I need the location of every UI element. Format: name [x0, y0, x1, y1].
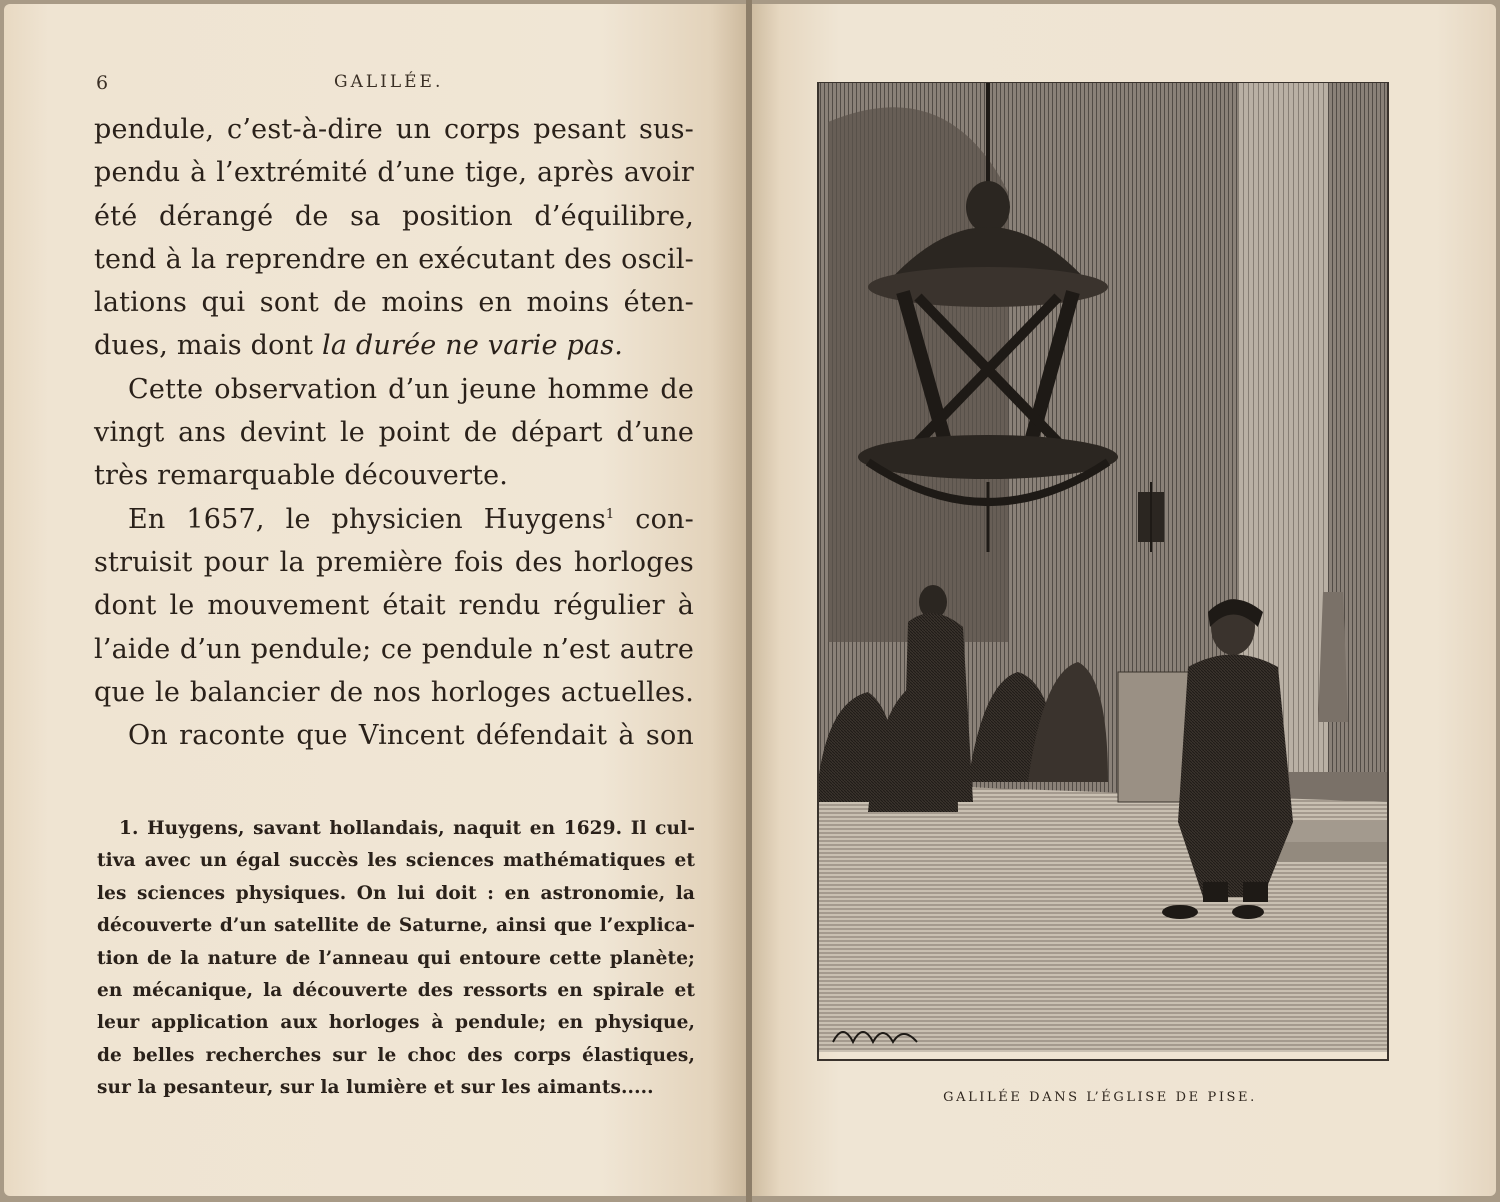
footnote-line: tiva avec un égal succès les sciences mathématiques et [97, 850, 695, 872]
footnote-line: les sciences physiques. On lui doit : en astronomie, la [97, 882, 695, 904]
footnote-line: 1. Huygens, savant hollandais, naquit en 1629. Il cul- [119, 818, 695, 839]
footnote-line: leur application aux horloges à pendule; en physique, [97, 1012, 695, 1034]
text-line: On raconte que Vincent défendait à son [128, 720, 694, 752]
page-number: 6 [96, 72, 109, 94]
text-line: pendu à l’extrémité d’une tige, après avoir [94, 157, 694, 189]
text-line: pendule, c’est-à-dire un corps pesant sus- [94, 114, 694, 145]
running-title: GALILÉE. [334, 72, 444, 92]
text-line: très remarquable découverte. [94, 460, 509, 492]
text-line: struisit pour la première fois des horloges [94, 546, 694, 578]
book-gutter [746, 0, 752, 1202]
text-line [94, 324, 694, 367]
illustration-caption: GALILÉE DANS L’ÉGLISE DE PISE. [943, 1090, 1257, 1105]
footnote-line: sur la pesanteur, sur la lumière et sur les aimants..... [97, 1077, 654, 1099]
italic-phrase: la durée ne varie pas. [322, 330, 624, 362]
footnote-line: découverte d’un satellite de Saturne, ainsi que l’explica- [97, 915, 695, 937]
text-line: lations qui sont de moins en moins éten- [94, 287, 694, 319]
body-text [94, 108, 694, 757]
text-line [94, 498, 694, 541]
step [1278, 842, 1388, 862]
text-line: vingt ans devint le point de départ d’une [94, 417, 694, 449]
text-line: Cette observation d’un jeune homme de [128, 373, 694, 405]
running-head [94, 72, 694, 102]
footnote-line: en mécanique, la découverte des ressorts en spirale et [97, 979, 695, 1001]
engraving-svg [808, 82, 1394, 1068]
line-end: con- [614, 503, 694, 535]
statue [1318, 592, 1348, 722]
text-line-prefix: dues, mais dont [94, 330, 323, 362]
huygens-text: En 1657, le physicien Huygens [128, 503, 606, 535]
wall-sconce [1138, 482, 1164, 552]
footnote-line: de belles recherches sur le choc des corps élastiques, [97, 1044, 695, 1066]
text-line: dont le mouvement était rendu régulier à [94, 590, 694, 622]
footnote-line: tion de la nature de l’anneau qui entoure cette planète; [97, 947, 695, 969]
text-line: que le balancier de nos horloges actuelles. [94, 676, 694, 708]
text-line: tend à la reprendre en exécutant des oscil- [94, 243, 694, 275]
footnote [97, 813, 695, 1105]
engraving-illustration [808, 82, 1394, 1068]
text-line: été dérangé de sa position d’équilibre, [94, 200, 694, 232]
footnote-ref: 1 [605, 506, 615, 522]
text-line: l’aide d’un pendule; ce pendule n’est autre [94, 633, 694, 665]
